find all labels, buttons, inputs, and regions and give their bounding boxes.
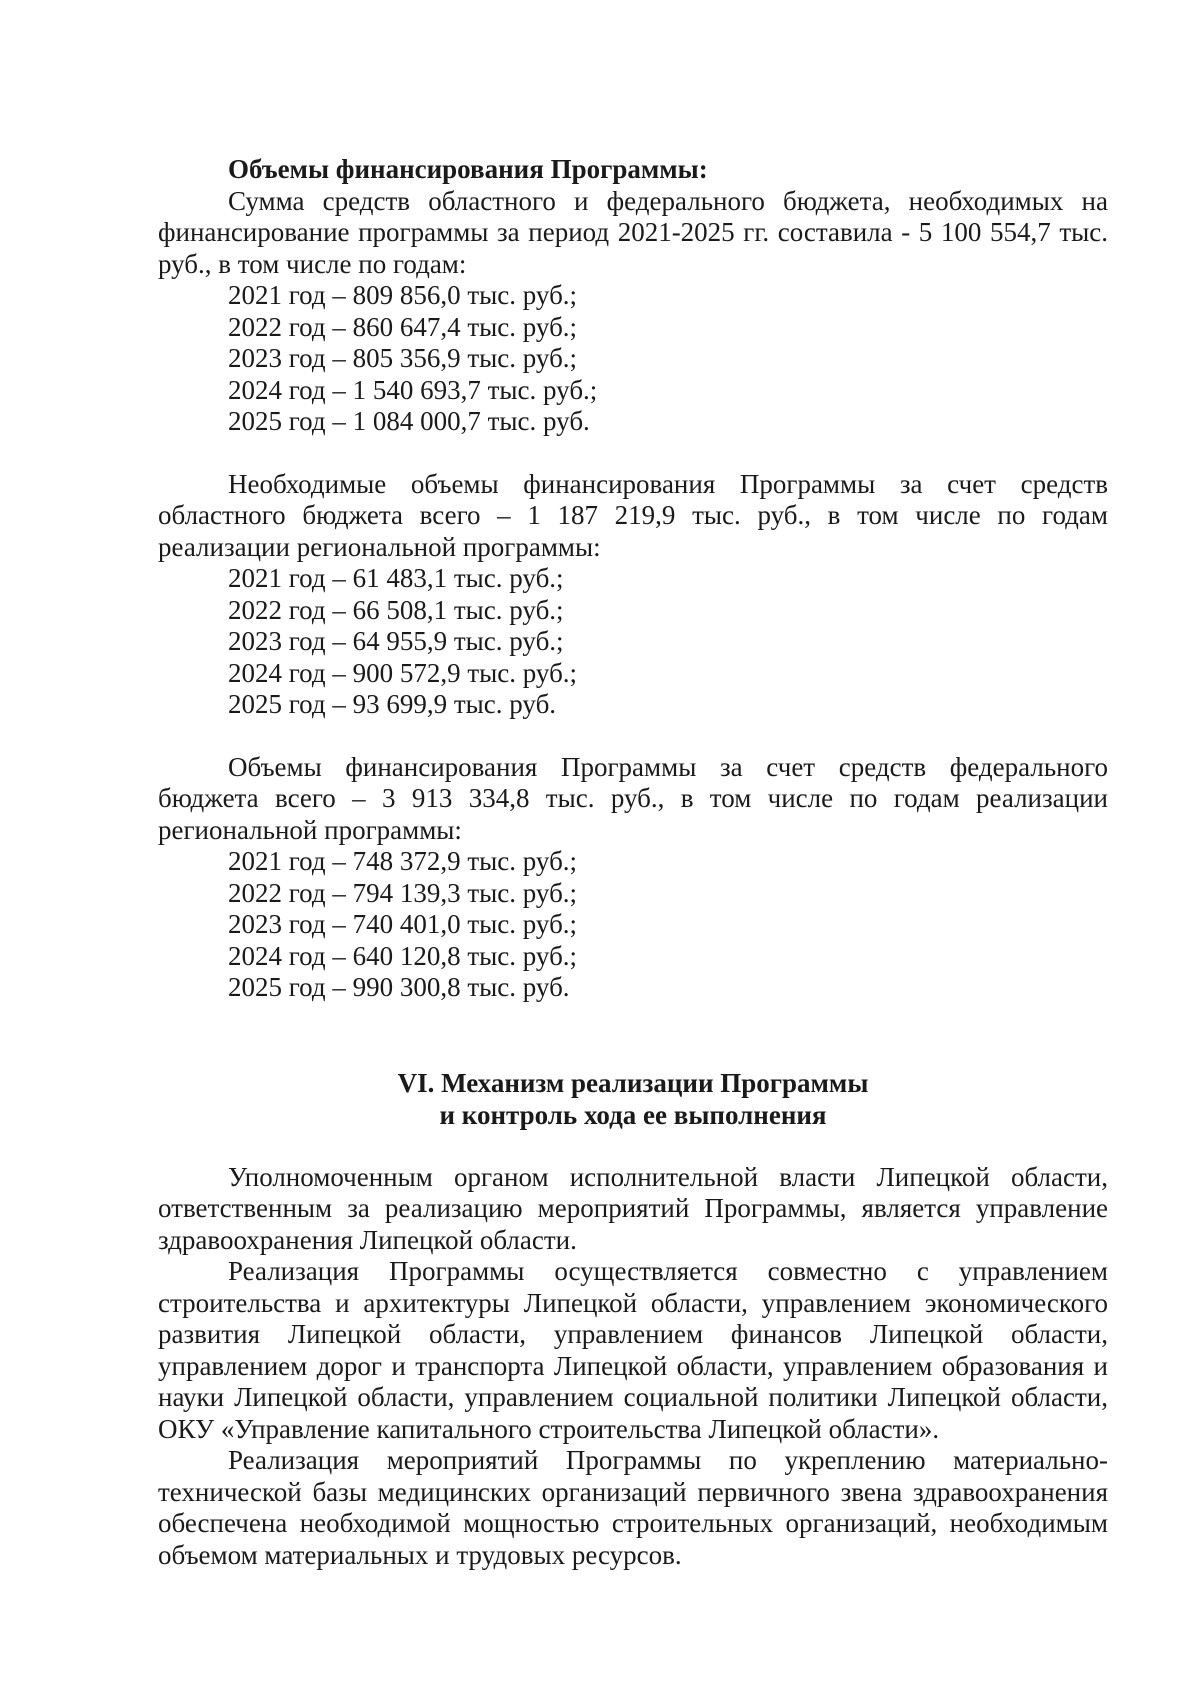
funding-federal-years: [158, 846, 1108, 1004]
section6-para3: Реализация мероприятий Программы по укреплению материально-технической базы медицинских организаций первичного звена здравоохранения обеспечена необходимой мощностью строительных организаций, необходимым объемом материальных и трудовых ресурсов.: [158, 1445, 1108, 1570]
funding-regional-years: [158, 563, 1108, 721]
year-item: 2024 год – 640 120,8 тыс. руб.;: [228, 940, 578, 971]
section-title-line2: и контроль хода ее выполнения: [439, 1099, 827, 1130]
year-item: 2025 год – 990 300,8 тыс. руб.: [228, 972, 570, 1002]
funding-regional-text: Необходимые объемы финансирования Программы за счет средств областного бюджета всего – 1 187 219,9 тыс. руб., в том числе по годам реализации региональной программы:: [158, 468, 1108, 562]
year-item: 2022 год – 794 139,3 тыс. руб.;: [228, 877, 578, 908]
section-title-line1: VI. Механизм реализации Программы: [397, 1067, 869, 1098]
funding-heading: Объемы финансирования Программы:: [228, 154, 708, 184]
funding-federal-text: Объемы финансирования Программы за счет средств федерального бюджета всего – 3 913 334,8 тыс. руб., в том числе по годам реализации региональной программы:: [158, 751, 1108, 845]
year-item: 2023 год – 805 356,9 тыс. руб.;: [228, 343, 578, 373]
funding-total-years: [158, 280, 1108, 438]
spacer: [158, 438, 1108, 469]
year-item: 2021 год – 61 483,1 тыс. руб.;: [228, 563, 564, 593]
page-content: [158, 154, 1108, 1571]
year-item: 2023 год – 64 955,9 тыс. руб.;: [228, 626, 564, 656]
year-item: 2021 год – 748 372,9 тыс. руб.;: [228, 846, 578, 876]
funding-total-text: Сумма средств областного и федерального бюджета, необходимых на финансирование программы за период 2021-2025 гг. составила - 5 100 554,7 тыс. руб., в том числе по годам:: [158, 185, 1108, 279]
year-item: 2021 год – 809 856,0 тыс. руб.;: [228, 280, 578, 310]
spacer: [158, 1004, 1108, 1067]
spacer: [158, 1131, 1108, 1162]
year-item: 2023 год – 740 401,0 тыс. руб.;: [228, 909, 578, 939]
spacer: [158, 721, 1108, 752]
year-item: 2024 год – 1 540 693,7 тыс. руб.;: [228, 374, 598, 405]
section6-para1: Уполномоченным органом исполнительной власти Липецкой области, ответственным за реализацию мероприятий Программы, является управление здравоохранения Липецкой области.: [158, 1161, 1108, 1255]
year-item: 2025 год – 1 084 000,7 тыс. руб.: [228, 406, 590, 436]
year-item: 2024 год – 900 572,9 тыс. руб.;: [228, 657, 578, 688]
year-item: 2022 год – 66 508,1 тыс. руб.;: [228, 594, 564, 625]
section6-para2: Реализация Программы осуществляется совместно с управлением строительства и архитектуры Липецкой области, управлением экономического развития Липецкой области, управлением финансов Липецкой области, управлением дорог и транспорта Липецкой области, управлением образования и науки Липецкой области, управлением социальной политики Липецкой области, ОКУ «Управление капитального строительства Липецкой области».: [158, 1256, 1108, 1444]
year-item: 2022 год – 860 647,4 тыс. руб.;: [228, 311, 578, 342]
year-item: 2025 год – 93 699,9 тыс. руб.: [228, 689, 557, 719]
